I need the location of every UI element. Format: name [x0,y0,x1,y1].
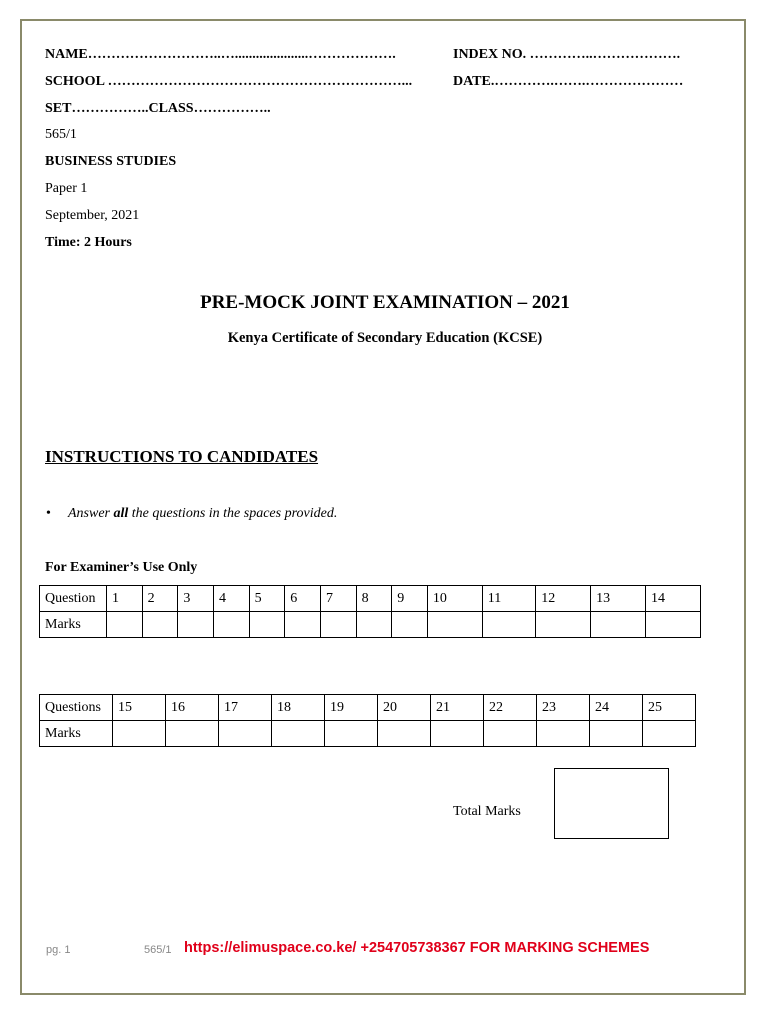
question-number-cell: 9 [392,586,428,612]
marks-row-label: Marks [40,721,113,747]
question-row [40,586,701,612]
date-field: DATE.………….…….………………… [453,74,684,89]
question-number-cell: 11 [482,586,535,612]
marks-entry-cell[interactable] [482,612,535,638]
question-number-cell: 3 [178,586,214,612]
total-marks-box[interactable] [554,768,669,839]
question-number-cell: 21 [431,695,484,721]
question-row-label: Question [40,586,107,612]
marks-entry-cell[interactable] [427,612,482,638]
marks-entry-cell[interactable] [178,612,214,638]
marks-entry-cell[interactable] [113,721,166,747]
question-number-cell: 13 [591,586,646,612]
marks-entry-cell[interactable] [325,721,378,747]
question-number-cell: 17 [219,695,272,721]
question-number-cell: 20 [378,695,431,721]
exam-date: September, 2021 [45,208,140,223]
examiner-use-heading: For Examiner’s Use Only [45,560,198,575]
paper-number: Paper 1 [45,181,88,196]
question-number-cell: 23 [537,695,590,721]
marks-entry-cell[interactable] [537,721,590,747]
marks-entry-cell[interactable] [219,721,272,747]
question-number-cell: 19 [325,695,378,721]
marks-entry-cell[interactable] [378,721,431,747]
question-number-cell: 6 [285,586,321,612]
marks-entry-cell[interactable] [213,612,249,638]
marks-row [40,612,701,638]
question-row [40,695,696,721]
question-number-cell: 8 [356,586,392,612]
marks-entry-cell[interactable] [431,721,484,747]
marks-entry-cell[interactable] [590,721,643,747]
index-number-field: INDEX NO. …………..………………. [453,47,681,62]
marks-entry-cell[interactable] [356,612,392,638]
marks-entry-cell[interactable] [320,612,356,638]
exam-duration: Time: 2 Hours [45,235,132,250]
marks-entry-cell[interactable] [285,612,321,638]
question-number-cell: 22 [484,695,537,721]
marks-entry-cell[interactable] [272,721,325,747]
question-number-cell: 15 [113,695,166,721]
instructions-heading: INSTRUCTIONS TO CANDIDATES [45,447,319,466]
footer-paper-code: 565/1 [144,944,172,956]
question-row-label: Questions [40,695,113,721]
marks-entry-cell[interactable] [249,612,285,638]
question-number-cell: 5 [249,586,285,612]
question-number-cell: 1 [107,586,143,612]
total-marks-label: Total Marks [453,804,521,819]
exam-subtitle: Kenya Certificate of Secondary Education (KCSE) [227,330,543,346]
question-number-cell: 24 [590,695,643,721]
question-number-cell: 10 [427,586,482,612]
marks-row [40,721,696,747]
marks-table-1 [39,585,701,638]
school-field: SCHOOL ………………………………………………………... [45,74,413,89]
marks-entry-cell[interactable] [645,612,700,638]
subject-name: BUSINESS STUDIES [45,154,177,169]
set-class-field: SET……………..CLASS…………….. [45,101,271,116]
question-number-cell: 25 [643,695,696,721]
marks-entry-cell[interactable] [142,612,178,638]
marks-entry-cell[interactable] [591,612,646,638]
question-number-cell: 12 [536,586,591,612]
question-number-cell: 4 [213,586,249,612]
marks-table-2 [39,694,696,747]
paper-code: 565/1 [45,127,77,142]
instruction-item [46,506,337,522]
instruction-text-emphasis: all [113,506,129,521]
marks-entry-cell[interactable] [107,612,143,638]
question-number-cell: 7 [320,586,356,612]
marks-entry-cell[interactable] [166,721,219,747]
name-field: NAME………………………..….....................………………. [45,47,396,62]
question-number-cell: 2 [142,586,178,612]
marking-scheme-link[interactable]: https://elimuspace.co.ke/ +254705738367 FOR MARKING SCHEMES [184,940,650,956]
question-number-cell: 14 [645,586,700,612]
marks-entry-cell[interactable] [643,721,696,747]
question-number-cell: 18 [272,695,325,721]
marks-entry-cell[interactable] [536,612,591,638]
exam-title: PRE-MOCK JOINT EXAMINATION – 2021 [200,292,570,313]
marks-entry-cell[interactable] [484,721,537,747]
marks-entry-cell[interactable] [392,612,428,638]
instruction-text-pre: Answer [68,506,114,521]
bullet-icon: • [46,506,51,521]
page-number: pg. 1 [46,944,71,956]
marks-row-label: Marks [40,612,107,638]
instruction-text-post: the questions in the spaces provided. [128,506,338,521]
question-number-cell: 16 [166,695,219,721]
